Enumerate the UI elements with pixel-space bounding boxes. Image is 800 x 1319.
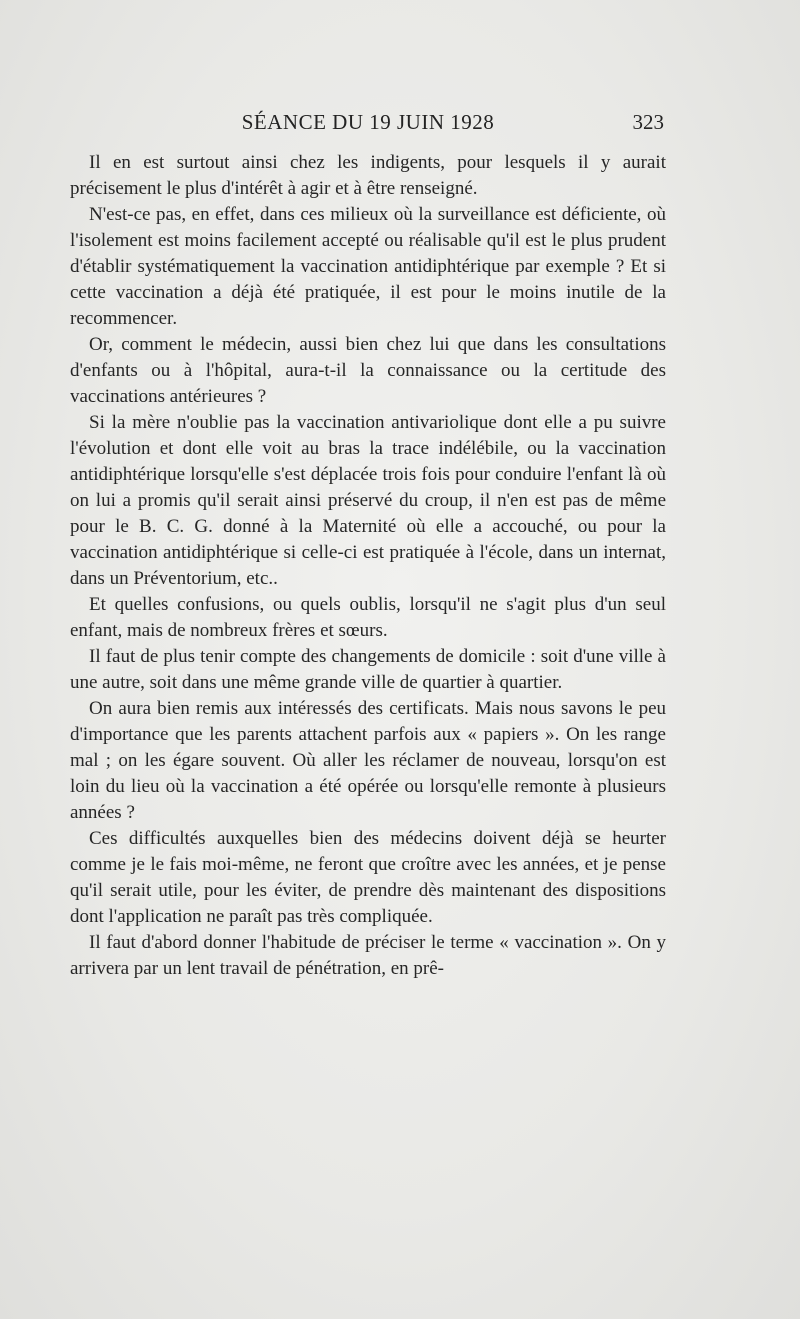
page-number: 323 [632,110,664,134]
paragraph-7: On aura bien remis aux intéressés des certificats. Mais nous savons le peu d'importance que les parents attachent parfois aux « papiers ». On les range mal ; on les égare souvent. Où aller les réclamer de nouveau, lorsqu'on est loin du lieu où la vaccination a été opérée ou lorsqu'elle remonte à plusieurs années ? [70,698,666,823]
paragraph-8: Ces difficultés auxquelles bien des médecins doivent déjà se heurter comme je le fais moi-même, ne feront que croître avec les années, et je pense qu'il serait utile, pour les éviter, de prendre dès maintenant des dispositions dont l'application ne paraît pas très compliquée. [70,828,666,927]
running-head-title: SÉANCE DU 19 JUIN 1928 [241,110,495,134]
paragraph-1: Il en est surtout ainsi chez les indigents, pour lesquels il y aurait précisement le plus d'intérêt à agir et à être renseigné. [70,152,666,199]
paragraph-2: N'est-ce pas, en effet, dans ces milieux où la surveillance est déficiente, où l'isolement est moins facilement accepté ou réalisable qu'il est le plus prudent d'établir systématiquement la vaccination antidiphtérique par exemple ? Et si cette vaccination a déjà été pratiquée, il est pour le moins inutile de la recommencer. [70,204,666,329]
paragraph-3: Or, comment le médecin, aussi bien chez lui que dans les consultations d'enfants ou à l'hôpital, aura-t-il la connaissance ou la certitude des vaccinations antérieures ? [70,334,666,407]
body-text [70,150,666,982]
paragraph-9: Il faut d'abord donner l'habitude de préciser le terme « vaccination ». On y arrivera par un lent travail de pénétration, en prê- [70,932,666,979]
paragraph-4: Si la mère n'oublie pas la vaccination antivariolique dont elle a pu suivre l'évolution et dont elle voit au bras la trace indélébile, ou la vaccination antidiphtérique lorsqu'elle s'est déplacée trois fois pour conduire l'enfant là où on lui a promis qu'il serait ainsi préservé du croup, il n'en est pas de même pour le B. C. G. donné à la Maternité où elle a accouché, ou pour la vaccination antidiphtérique si celle-ci est pratiquée à l'école, dans un internat, dans un Préventorium, etc.. [70,412,666,589]
paragraph-6: Il faut de plus tenir compte des changements de domicile : soit d'une ville à une autre, soit dans une même grande ville de quartier à quartier. [70,646,666,693]
running-head [70,110,666,140]
paragraph-5: Et quelles confusions, ou quels oublis, lorsqu'il ne s'agit plus d'un seul enfant, mais de nombreux frères et sœurs. [70,594,666,641]
